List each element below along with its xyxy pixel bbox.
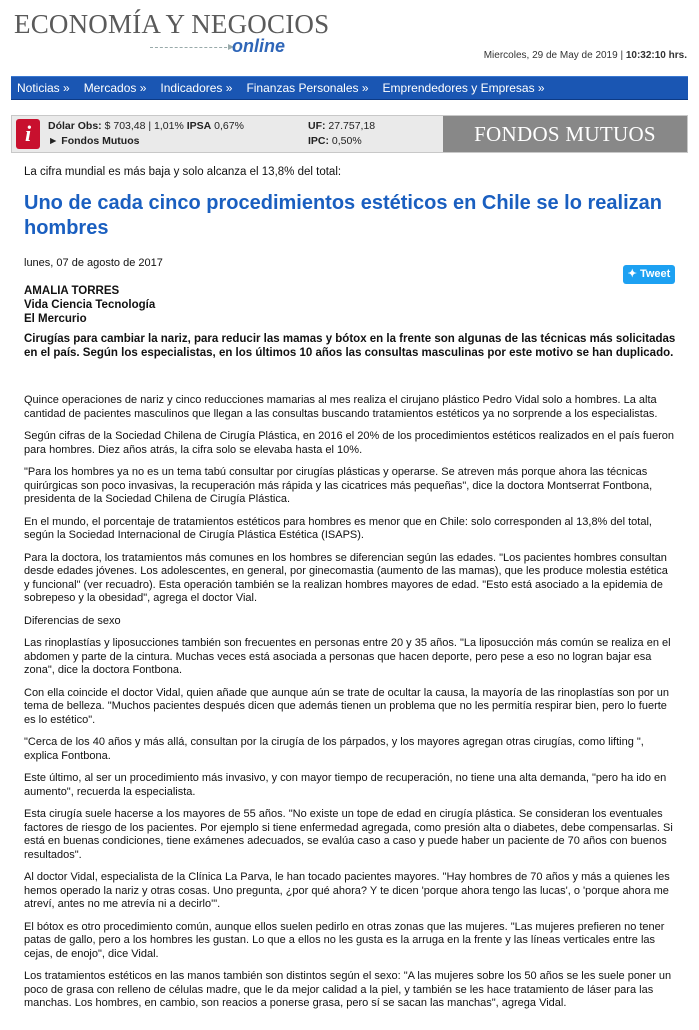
- paragraph: Con ella coincide el doctor Vidal, quien añade que aunque aún se trate de ocultar la causa, la mayoría de las rinoplastías son por un tema de belleza. "Muchos pacientes después dicen que además tienen un problema que no les permitía respirar bien, pero lo fuerte es lo estético".: [24, 686, 669, 726]
- article-date: lunes, 07 de agosto de 2017: [24, 257, 163, 269]
- tweet-label: Tweet: [639, 268, 671, 280]
- dolar-value: $ 703,48 | 1,01%: [101, 120, 187, 132]
- logo-arrow-icon: [150, 47, 232, 49]
- paragraph: Para la doctora, los tratamientos más comunes en los hombres se diferencian según las edades. "Los pacientes hombres consultan desde edades jóvenes. Los adolescentes, en general, por ginecomastia (aumento de las mamas), que les produce molestia estética y funcional" (ver recuadro). Esta operación también se la realizan hombres mayores de edad. "Esto está asociado a la epidemia de sobrepeso y la obesidad", agrega el doctor Vial.: [24, 551, 668, 604]
- current-date: [484, 50, 687, 61]
- uf-row: [308, 120, 375, 132]
- twitter-bird-icon: ✦: [627, 268, 640, 280]
- nav-noticias[interactable]: Noticias »: [17, 81, 70, 95]
- uf-label: UF:: [308, 120, 326, 132]
- paragraph: "Cerca de los 40 años y más allá, consultan por la cirugía de los párpados, y los mayores agregan otras cirugías, como lifting ", explica Fontbona.: [24, 736, 644, 762]
- paragraph: Las rinoplastías y liposucciones también son frecuentes en personas entre 20 y 35 años. "La liposucción más común se realiza en el abdomen y parte de la cintura. Muchas veces está asociada a personas que hacen deporte, pero pese a eso no logran bajar esa zona", dice la doctora Fontbona.: [24, 637, 671, 676]
- nav-finanzas-personales[interactable]: Finanzas Personales »: [246, 81, 369, 95]
- date-text: Miercoles, 29 de May de 2019 |: [483, 50, 626, 61]
- nav-mercados[interactable]: Mercados »: [83, 81, 147, 95]
- ipc-label: IPC:: [308, 135, 329, 147]
- time-text: 10:32:10 hrs.: [625, 50, 687, 61]
- article-section: Vida Ciencia Tecnología: [24, 299, 156, 311]
- subheading: Diferencias de sexo: [24, 614, 121, 627]
- logo-title[interactable]: ECONOMÍA Y NEGOCIOS: [14, 9, 330, 39]
- byline: [24, 284, 155, 326]
- paragraph: Al doctor Vidal, especialista de la Clínica La Parva, le han tocado pacientes mayores. "Hay hombres de 70 años y más a quienes les hemos operado la nariz y otras cosas. Uno pregunta, ¿por qué ahora? Y te dicen 'porque ahora tengo las lucas', o 'porque ahora me atreví, antes no me atrevía ni a decirlo'".: [24, 871, 670, 910]
- site-header: [0, 0, 699, 75]
- fondos-mutuos-link[interactable]: ► Fondos Mutuos: [48, 135, 140, 147]
- nav-indicadores[interactable]: Indicadores »: [160, 81, 233, 95]
- article-body: [24, 394, 676, 1020]
- ipsa-label: IPSA: [186, 120, 212, 132]
- article-headline: Uno de cada cinco procedimientos estéticos en Chile se lo realizan hombres: [24, 192, 662, 239]
- main-nav: [11, 76, 688, 100]
- uf-value: 27.757,18: [325, 120, 376, 132]
- ipsa-value: 0,67%: [211, 120, 244, 132]
- paragraph: Este último, al ser un procedimiento más invasivo, y con mayor tiempo de recuperación, no tiene una alta demanda, "pero ha ido en aumento", recuerda la especialista.: [24, 772, 667, 798]
- fondos-mutuos-banner[interactable]: FONDOS MUTUOS: [443, 116, 687, 152]
- paragraph: "Para los hombres ya no es un tema tabú consultar por cirugías plásticas y operarse. Se atreven más porque ahora las técnicas quirúrgicas son poco invasivas, la recuperación más rápida y las cicatrices más pequeñas", dice la doctora Montserrat Fontbona, presidenta de la Sociedad Chilena de Cirugía Plástica.: [24, 466, 653, 505]
- tweet-button[interactable]: [623, 265, 675, 284]
- nav-emprendedores[interactable]: Emprendedores y Empresas »: [382, 81, 545, 95]
- paragraph: En el mundo, el porcentaje de tratamientos estéticos para hombres es menor que en Chile: solo corresponden al 13,8% del total, según la Sociedad Internacional de Cirugía Plástica Estética (ISAPS).: [24, 515, 652, 541]
- ipc-row: [308, 135, 362, 147]
- ipc-value: 0,50%: [329, 135, 362, 147]
- paragraph: El bótox es otro procedimiento común, aunque ellos suelen pedirlo en otras zonas que las mujeres. "Las mujeres prefieren no tener patas de gallo, pero a los hombres les gustan. Lo que a ellos no les gusta es la arruga en la frente y las líneas verticales entre las cejas, de enojo", dice Vidal.: [24, 920, 665, 960]
- logo-subtitle[interactable]: online: [232, 36, 285, 56]
- paragraph: Quince operaciones de nariz y cinco reducciones mamarias al mes realiza el cirujano plástico Pedro Vidal solo a hombres. La alta cantidad de pacientes masculinos que llegan a las consultas buscando tratamientos estéticos ya no sorprende a los especialistas.: [24, 394, 658, 420]
- dolar-label: Dólar Obs:: [48, 120, 102, 132]
- paragraph: Según cifras de la Sociedad Chilena de Cirugía Plástica, en 2016 el 20% de los procedimientos estéticos realizados en el país fueron para hombres. Diez años atrás, la cifra solo se elevaba hasta el 10%.: [24, 430, 675, 456]
- paragraph: Los tratamientos estéticos en las manos también son distintos según el sexo: "A las mujeres sobre los 50 años se les suele poner un poco de grasa con relleno de células madre, que le da mejor calidad a la piel, y también se les hace tratamiento de láser para las manchas. Los hombres, en cambio, son reacios a ponerse grasa, pero sí se sacan las manchas", agrega Vidal.: [24, 970, 672, 1009]
- fondos-link-row: [48, 135, 139, 147]
- author-name: AMALIA TORRES: [24, 285, 120, 297]
- info-icon: i: [16, 119, 40, 149]
- article-kicker: La cifra mundial es más baja y solo alcanza el 13,8% del total:: [24, 166, 342, 178]
- market-ticker: [11, 115, 688, 153]
- ticker-row-1: [48, 120, 244, 132]
- paragraph: Esta cirugía suele hacerse a los mayores de 55 años. "No existe un tope de edad en cirugía plástica. Se consideran los eventuales factores de riesgo de los pacientes. Por ejemplo si tiene enfermedad agregada, como presión alta o diabetes, debe compensarlas. Si está en buenas condiciones, tiene exámenes adecuados, se evalúa caso a caso y puede haber un paciente de 70 años con buenos resultados".: [24, 808, 673, 861]
- article-lead: Cirugías para cambiar la nariz, para reducir las mamas y bótox en la frente son algunas de las técnicas más solicitadas en el país. Según los especialistas, en los últimos 10 años las consultas masculinas por este motivo se han duplicado.: [24, 333, 676, 359]
- article-source: El Mercurio: [24, 313, 87, 325]
